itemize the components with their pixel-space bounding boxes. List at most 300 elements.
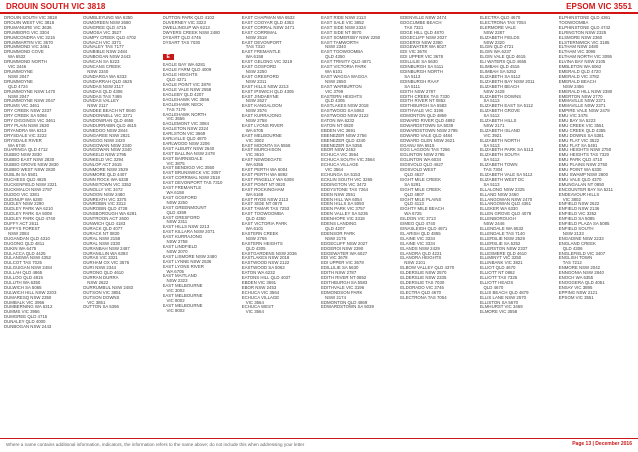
locality-entry: EAST GRESFORD bbox=[162, 214, 200, 220]
locality-entry: EAST MELBOURNE bbox=[162, 283, 203, 289]
locality-entry: EBENEZER SA 5355 bbox=[321, 142, 363, 148]
locality-entry: ECHUCA VILLAGE bbox=[241, 294, 280, 300]
locality-entry: SA 5112 bbox=[483, 157, 500, 163]
locality-entry: EAST ROCKINGHAM bbox=[241, 186, 285, 192]
locality-entry: ELLIOTT NT 0862 bbox=[479, 270, 515, 276]
locality-entry: EAST CORRIMAL bbox=[241, 29, 278, 35]
locality-entry: DUNALEY QLD 4000 bbox=[4, 319, 46, 325]
locality-entry: WA 6740 bbox=[8, 142, 26, 148]
locality-entry: VIC 8002 bbox=[166, 297, 185, 303]
locality-entry: DUNCANS CREEK bbox=[83, 64, 121, 70]
locality-entry: DURRAN DURRA bbox=[83, 275, 119, 281]
locality-entry: DULLAH QLD 4865 bbox=[4, 270, 43, 276]
locality-entry: EAGLETON NSW 2324 bbox=[162, 126, 209, 132]
locality-entry: DUNEDOO NSW 2844 bbox=[83, 127, 128, 133]
locality-entry: EL ARISH QLD 4855 bbox=[400, 230, 441, 236]
locality-entry: EAGLE HEIGHTS bbox=[162, 72, 198, 78]
locality-entry: VIC 8002 bbox=[166, 307, 185, 313]
locality-entry: EAST MELBOURNE bbox=[162, 302, 203, 308]
locality-entry: EAST SIDE NT 0870 bbox=[321, 29, 362, 35]
locality-entry: EBENEZER NSW 2756 bbox=[321, 132, 367, 138]
locality-entry: EAST RYDE NSW 2113 bbox=[241, 196, 289, 202]
locality-entry: VIC 3564 bbox=[245, 299, 264, 305]
locality-entry: EAST SIDE NT 0870 bbox=[241, 201, 283, 207]
locality-entry: ELI WATERS QLD 4655 bbox=[479, 59, 527, 65]
locality-entry: EPPING NSW 2121 bbox=[558, 289, 598, 295]
locality-entry: ENFIELD VIC 3352 bbox=[558, 211, 597, 217]
locality-entry: EDWARDSTOWN SA 5039 bbox=[400, 122, 454, 128]
locality-entry: ELLERSLIE NSW 2529 bbox=[479, 235, 525, 241]
locality-entry: ENOCH WA 6355 bbox=[558, 275, 594, 281]
locality-entry: DRUMBORG VIC 3304 bbox=[4, 29, 50, 35]
locality-entry: DUNKELD NSW 2795 bbox=[83, 152, 127, 158]
locality-entry: QLD 4350 bbox=[245, 216, 266, 222]
locality-entry: ELLIOTT HEADS bbox=[479, 279, 514, 285]
locality-entry: EGLINTON NSW 2795 bbox=[400, 152, 445, 158]
locality-entry: DUDLEY NSW 2290 bbox=[4, 201, 44, 207]
locality-entry: EMU DOWNS SA 5381 bbox=[558, 132, 604, 138]
locality-entry: DULWICH SA 5065 bbox=[4, 284, 42, 290]
locality-entry: EDITH RIVER NT 0852 bbox=[321, 275, 367, 281]
locality-entry: DUNCAN SA 5223 bbox=[83, 59, 120, 65]
locality-entry: ELMHURST VIC 3469 bbox=[479, 304, 523, 310]
locality-entry: WA 6355 bbox=[245, 162, 264, 168]
locality-entry: EDITH CREEK TAS 7330 bbox=[400, 93, 450, 99]
locality-entry: DUNMORE NSW 2529 bbox=[83, 167, 128, 173]
locality-entry: NSW 2084 bbox=[8, 230, 30, 236]
locality-entry: EDGEROI NSW 2390 bbox=[321, 245, 364, 251]
locality-entry: DUTTON SA 5356 bbox=[83, 304, 119, 310]
locality-entry: DUNOLLY VIC 3472 bbox=[83, 186, 123, 192]
locality-entry: ELDORADO VIC 3746 bbox=[400, 284, 444, 290]
locality-entry: EDGEWATER WA 6027 bbox=[400, 44, 447, 50]
locality-entry: ELIZABETH TOWN bbox=[479, 162, 518, 168]
locality-entry: DUNBOGAN NSW 2443 bbox=[83, 54, 131, 60]
locality-entry: VIC 3610 bbox=[245, 152, 264, 158]
locality-entry: EDITH NSW 2787 bbox=[400, 88, 436, 94]
locality-entry: TAS 7212 bbox=[562, 260, 582, 266]
locality-entry: ENFIELD SA 5085 bbox=[558, 216, 595, 222]
locality-entry: DUMBERNING WA 6312 bbox=[4, 304, 53, 310]
locality-entry: QLD 4306 bbox=[562, 245, 583, 251]
locality-entry: NSW 2446 bbox=[483, 221, 505, 227]
locality-entry: EMU FLAT SA 5491 bbox=[558, 142, 598, 148]
locality-entry: EMU CREEK QLD 4355 bbox=[558, 127, 606, 133]
locality-entry: EDGCUMBE BEACH bbox=[400, 19, 442, 25]
locality-entry: ELECTRA QLD 4670 bbox=[400, 289, 442, 295]
locality-entry: DUNROBIN VIC 3312 bbox=[83, 201, 126, 207]
locality-entry: DUMGREEN NSW 2680 bbox=[83, 19, 131, 25]
locality-entry: EAST GOSFORD bbox=[241, 64, 277, 70]
locality-entry: VIC 3556 bbox=[166, 116, 185, 122]
locality-entry: EAST SOMERSBY NSW 2250 bbox=[321, 34, 381, 40]
locality-entry: EAST SALE VIC 3852 bbox=[321, 19, 364, 25]
locality-entry: ELGIN QLD 4721 bbox=[479, 44, 514, 50]
locality-entry: ENFIELD NSW 2622 bbox=[558, 201, 600, 207]
locality-entry: DUNOON NSW 2480 bbox=[83, 191, 125, 197]
locality-entry: ENGLISH TOWN bbox=[558, 255, 593, 261]
locality-entry: EMPIRE VALE NSW 2478 bbox=[558, 108, 610, 114]
locality-entry: DUNDURRABIN QLD 4615 bbox=[83, 122, 137, 128]
locality-entry: EAST POINT NT 0820 bbox=[241, 181, 286, 187]
locality-entry: ELGIN VALE QLD 4615 bbox=[479, 54, 526, 60]
locality-entry: NSW 2650 bbox=[325, 78, 347, 84]
locality-entry: EDMONTON QLD 4869 bbox=[321, 299, 368, 305]
locality-entry: ELLINBANK VIC 3821 bbox=[479, 260, 523, 266]
locality-column bbox=[559, 16, 634, 436]
locality-entry: VIC 3002 bbox=[245, 137, 264, 143]
page-header bbox=[0, 0, 638, 12]
locality-entry: ENOGGERA QLD 4051 bbox=[558, 279, 605, 285]
locality-entry: NSW 2174 bbox=[325, 294, 347, 300]
locality-entry: EAST BENDIGO VIC 3550 bbox=[162, 165, 215, 171]
locality-entry: DUNDEE BEACH NT 0840 bbox=[83, 108, 136, 114]
locality-entry: EBDEN VIC 3691 bbox=[321, 127, 356, 133]
locality-entry: DUNWICH QLD 4183 bbox=[83, 221, 126, 227]
locality-entry: EDDINGTON VIC 3472 bbox=[321, 181, 367, 187]
locality-entry: DUNDOWRAN QLD 4655 bbox=[83, 118, 134, 124]
locality-entry: EMU FLAT VIC 3522 bbox=[558, 137, 600, 143]
locality-entry: ELIZABETH FIELDS bbox=[479, 34, 520, 40]
locality-entry: EASTERN HEIGHTS bbox=[241, 240, 283, 246]
locality-entry: DUGANDAN QLD 4310 bbox=[4, 235, 50, 241]
locality-entry: EPSOM VIC 3551 bbox=[558, 294, 594, 300]
locality-entry: EAST MURCHISON bbox=[241, 147, 282, 153]
locality-entry: WA 6158 bbox=[245, 54, 264, 60]
locality-entry: ENNGONIA NSW 2840 bbox=[558, 270, 604, 276]
locality-entry: EMU POINT WA 6330 bbox=[558, 167, 602, 173]
locality-entry: DUBBO EAST NSW 2830 bbox=[4, 157, 55, 163]
locality-entry: EAST MOONTA SA 5558 bbox=[241, 142, 291, 148]
locality-entry: NSW 2070 bbox=[166, 248, 188, 254]
locality-entry: EAGLEHAWK NECK bbox=[162, 101, 204, 107]
locality-entry: QLD 4724 bbox=[8, 83, 28, 89]
locality-entry: EAGLE BAY WA 6281 bbox=[162, 62, 206, 68]
locality-entry: DRUMMOYNE NSW 2047 bbox=[4, 98, 56, 104]
locality-entry: ELIZABETH HILLS bbox=[479, 118, 517, 124]
locality-entry: EAST PINGELLY WA 6308 bbox=[241, 176, 294, 182]
locality-entry: QLD 4807 bbox=[404, 191, 425, 197]
locality-entry: ECHUCA VIC 3564 bbox=[321, 152, 359, 158]
locality-entry: DUNBOGAN NSW 2443 bbox=[4, 324, 52, 330]
locality-entry: EDEN PARK VIC 3757 bbox=[321, 206, 366, 212]
locality-entry: ELANORA QLD 4221 bbox=[400, 250, 442, 256]
locality-entry: EAST GELONG VIC 3219 bbox=[241, 59, 293, 65]
locality-entry: TAS 7321 bbox=[404, 24, 424, 30]
locality-entry: TAS 7310 bbox=[245, 44, 265, 50]
locality-entry: ENGLEFIELD VIC 3407 bbox=[558, 250, 606, 256]
locality-entry: EAST PERTH WA 6004 bbox=[241, 167, 288, 173]
page-footer bbox=[6, 441, 632, 447]
locality-entry: EDEN VALLEY SA 5235 bbox=[321, 211, 368, 217]
locality-entry: WA 6158 bbox=[166, 190, 184, 195]
locality-entry: ELLISTON SA 5670 bbox=[479, 299, 519, 305]
locality-entry: ELLENDALE TAS 7140 bbox=[479, 230, 525, 236]
locality-entry: DUNBIBLE NSW 2484 bbox=[83, 49, 128, 55]
locality-entry: EGLINTON WA 6034 bbox=[400, 157, 442, 163]
locality-entry: VIC 3921 bbox=[483, 132, 502, 138]
locality-entry: EMU SWAMP NSW 2800 bbox=[558, 172, 608, 177]
locality-entry: ELIZABETH GROVE bbox=[479, 108, 521, 114]
locality-entry: DUMPY CREEK QLD 4702 bbox=[83, 34, 137, 40]
locality-entry: DUDDO VIC 3381 bbox=[4, 191, 40, 197]
locality-entry: ELSMORE NSW 2360 bbox=[558, 34, 603, 40]
locality-entry: VIC 3799 bbox=[325, 88, 344, 94]
locality-entry: QLD 4207 bbox=[325, 225, 345, 231]
locality-entry: ELBOW VALLEY QLD 4370 bbox=[400, 265, 455, 271]
locality-entry: EAST COOYAR QLD 4353 bbox=[241, 19, 294, 25]
locality-entry: DRY CREEK SA 5094 bbox=[4, 113, 47, 119]
locality-entry: EDWARDSTOWN NSW 2795 bbox=[400, 127, 458, 133]
locality-entry: WA 6101 bbox=[325, 68, 343, 74]
locality-entry: DURAL NSW 2330 bbox=[83, 240, 121, 246]
locality-entry: EAST TOOWOOMBA bbox=[241, 211, 284, 217]
locality-entry: EDMONDSON PARK bbox=[321, 289, 363, 295]
locality-entry: EAST MAITLAND bbox=[162, 273, 197, 279]
locality-entry: ELIZABETH SA 5112 bbox=[479, 73, 521, 79]
locality-entry: DUGONG QLD 4811 bbox=[4, 240, 45, 246]
locality-entry: ELLALONG NSW 2325 bbox=[479, 186, 525, 192]
locality-entry: NSW 2101 bbox=[404, 260, 426, 266]
locality-entry: EAST BALLINA NSW 2478 bbox=[162, 150, 215, 156]
locality-entry: EMUNGALAN NT 0850 bbox=[558, 181, 605, 187]
locality-entry: ELLEN GROVE QLD 4078 bbox=[479, 211, 532, 217]
locality-entry: EDI UPPER VIC 3678 bbox=[321, 260, 364, 266]
locality-entry: DUTTON PARK QLD 4102 bbox=[162, 16, 215, 20]
locality-entry: NSW 2311 bbox=[245, 78, 267, 84]
locality-entry: DUMGREE QLD 4715 bbox=[4, 314, 48, 320]
locality-entry: DULCOT TAS 7025 bbox=[4, 260, 42, 266]
locality-entry: DURRUMBUL NSW 2483 bbox=[83, 284, 134, 290]
locality-entry: EAST NEWDEGATE bbox=[241, 157, 282, 163]
locality-entry: NSW 2766 bbox=[245, 235, 267, 241]
locality-entry: ELIZABETH DOWNS bbox=[479, 93, 522, 99]
locality-entry: DUNLOP ACT 2615 bbox=[83, 162, 122, 168]
locality-entry: DUNROBIN QLD 4728 bbox=[83, 206, 128, 212]
locality-entry: EDENVILLE NSW 2474 bbox=[400, 16, 447, 20]
locality-entry: ELLIS BEACH QLD 4879 bbox=[479, 289, 529, 295]
locality-entry: ELAINE VIC 3334 bbox=[400, 240, 436, 246]
locality-entry: EDITH NSW 2787 bbox=[321, 270, 357, 276]
locality-entry: ELIZABETH SOUTH bbox=[479, 152, 520, 158]
section-letter: E bbox=[163, 54, 174, 60]
locality-entry: ELGIN WA 6237 bbox=[479, 49, 512, 55]
locality-entry: DRUMS VIC 3461 bbox=[4, 103, 40, 109]
locality-entry: EDINBURGH SA 5111 bbox=[400, 64, 444, 70]
locality-entry: DUNMORE QLD 4407 bbox=[83, 172, 127, 177]
locality-entry: DUDLEY PARK WA 6210 bbox=[4, 206, 53, 212]
locality-entry: EDITHVALE VIC 3196 bbox=[321, 284, 365, 290]
header-left-title: DROUIN SOUTH VIC 3818 bbox=[6, 1, 106, 11]
locality-entry: VIC 3875 bbox=[166, 160, 185, 166]
locality-entry: DUNGOWAN NSW 2340 bbox=[83, 147, 132, 153]
locality-entry: NSW 2323 bbox=[166, 278, 188, 284]
locality-entry: EIGHT MILE CREEK bbox=[400, 176, 441, 182]
locality-entry: DYSART TAS 7030 bbox=[162, 39, 201, 45]
locality-entry: WA 6532 bbox=[8, 54, 26, 60]
locality-entry: NSW 2456 bbox=[562, 83, 584, 89]
locality-entry: DULUTH WA 6350 bbox=[4, 279, 41, 285]
locality-entry: DUBBO GROVE NSW 2830 bbox=[4, 162, 59, 168]
locality-entry: DUNGREE QLD 4715 bbox=[83, 24, 126, 30]
footer-note: Where a name contains additional information, indicators, the information refers to the name above; do not include this when addressing your letter bbox=[6, 441, 305, 447]
locality-entry: DRUMMOYNE bbox=[4, 68, 33, 74]
page-number: Page 13 | December 2016 bbox=[572, 441, 632, 447]
locality-entry: DROUIN SOUTH VIC 3818 bbox=[4, 16, 57, 20]
locality-entry: EAST IPSWICH QLD 4305 bbox=[241, 88, 294, 94]
locality-entry: QLD 4350 bbox=[325, 54, 345, 60]
locality-entry: ENFIELD SOUTH bbox=[558, 225, 594, 231]
locality-entry: ELLERSTON NSW 2337 bbox=[479, 245, 528, 251]
locality-entry: EAST KURRAJONG bbox=[162, 234, 203, 240]
locality-entry: ELLANGOWAN QLD 4361 bbox=[479, 201, 532, 207]
locality-entry: ELLANGOWAN NSW 2470 bbox=[479, 196, 533, 202]
locality-entry: DUNSBOROUGH WA 6281 bbox=[83, 211, 137, 217]
locality-entry: EAST FREMANTLE bbox=[241, 49, 281, 55]
locality-entry: DUDINUP WA 6280 bbox=[4, 196, 43, 202]
locality-entry: EGANU WA 6515 bbox=[400, 142, 435, 148]
locality-entry: NSW 2047 bbox=[8, 73, 30, 79]
locality-entry: EMU VALE QLD 4370 bbox=[558, 176, 602, 182]
locality-entry: WA 6705 bbox=[245, 127, 264, 133]
locality-entry: DRUMCONDRA VIC 3215 bbox=[4, 34, 55, 40]
locality-entry: EAST RIDE NSW 2113 bbox=[321, 16, 366, 20]
locality-entry: DULACCA QLD 4425 bbox=[4, 250, 46, 256]
locality-entry: EAST JINDABYNE bbox=[241, 93, 279, 99]
locality-entry: ELDERSLIE NSW 2335 bbox=[400, 275, 447, 281]
locality-entry: EILDON VIC 3713 bbox=[400, 216, 436, 222]
locality-entry: EAST GRESFORD bbox=[241, 73, 279, 79]
locality-entry: EDGE HILL QLD 4870 bbox=[400, 29, 444, 35]
locality-column bbox=[400, 16, 475, 436]
locality-entry: ECHUCA WEST bbox=[241, 304, 274, 310]
locality-entry: SA 5113 bbox=[483, 142, 500, 148]
locality-column bbox=[83, 16, 158, 436]
locality-column bbox=[321, 16, 396, 436]
locality-entry: EAST DEVONPORT bbox=[241, 39, 282, 45]
locality-entry: DUBBO WEST NSW 2830 bbox=[4, 167, 56, 173]
locality-entry: ELIZABETH EAST SA 5112 bbox=[479, 103, 533, 109]
locality-entry: EAST VICTORIA PARK bbox=[241, 221, 288, 227]
locality-entry: ELLEKER WA 6330 bbox=[479, 206, 518, 212]
locality-entry: EAST TRINITY QLD 4871 bbox=[321, 59, 372, 65]
locality-entry: DUTSON VIC 3851 bbox=[83, 289, 121, 295]
locality-entry: NSW 2576 bbox=[245, 108, 267, 114]
locality-entry: SA 5113 bbox=[404, 73, 421, 79]
locality-entry: DRUMMOND NORTH bbox=[4, 59, 47, 65]
locality-entry: DUNREATH VIC 3375 bbox=[83, 196, 127, 202]
locality-entry: DURANILLIN WA 6393 bbox=[83, 250, 128, 256]
locality-entry: EATON WA 6232 bbox=[241, 270, 275, 276]
locality-entry: ELIZABETH VALE SA 5112 bbox=[479, 172, 533, 177]
locality-entry: QLD 4359 bbox=[166, 209, 187, 215]
locality-entry: QLD 4305 bbox=[325, 98, 345, 104]
header-right-title: EPSOM VIC 3551 bbox=[566, 1, 632, 11]
locality-entry: EASTGARDENS NSW 2036 bbox=[241, 250, 297, 256]
locality-entry: EBOR NSW 2453 bbox=[241, 284, 277, 290]
locality-entry: ELAINE VIC 3334 bbox=[400, 235, 436, 241]
locality-entry: DUKIN WA 6475 bbox=[4, 245, 37, 251]
locality-entry: DWELLINGUP WA 6213 bbox=[162, 24, 210, 30]
locality-entry: NSW 2311 bbox=[166, 219, 188, 225]
locality-entry: EDI VIC 3678 bbox=[321, 255, 348, 261]
locality-entry: DUCKMALOI NSW 2787 bbox=[4, 186, 53, 192]
locality-entry: DUNDARGA WA 6333 bbox=[83, 73, 127, 79]
locality-entry: EBDEN VIC 3691 bbox=[241, 279, 277, 285]
locality-entry: DRUMMOYNE NSW 1470 bbox=[4, 88, 56, 94]
locality-entry: DRYSDALE VIC 3222 bbox=[4, 132, 47, 138]
locality-entry: ELIZABETH WEST DC bbox=[479, 176, 525, 182]
locality-entry: EAGLEMONT VIC 3084 bbox=[162, 121, 210, 127]
locality-entry: DRY DIGGINGS VIC 3461 bbox=[4, 118, 56, 124]
locality-entry: EDGECLIFF NSW 2027 bbox=[400, 34, 447, 40]
locality-entry: DUFFY ACT 2611 bbox=[4, 221, 39, 227]
locality-entry: ELIMBAH SA 5252 bbox=[479, 68, 517, 74]
locality-entry: ELSTERNWICK VIC 3185 bbox=[558, 39, 610, 45]
locality-entry: EAST ALBURY NSW 2640 bbox=[162, 145, 215, 151]
locality-entry: NSW 2758 bbox=[245, 118, 267, 124]
locality-entry: QLD 4305 bbox=[245, 245, 266, 251]
locality-entry: DUNALEY TAS 7177 bbox=[83, 44, 124, 50]
locality-entry: ENCOUNTER BAY SA 5211 bbox=[558, 186, 614, 192]
locality-entry: ELVINA BAY NSW 2105 bbox=[558, 59, 606, 65]
locality-entry: DUBLIN SA 5501 bbox=[4, 172, 38, 177]
locality-entry: QLD 4627 bbox=[404, 172, 425, 177]
locality-entry: VIC 3851 bbox=[87, 299, 106, 305]
locality-entry: ELTHAM VIC 3095 bbox=[558, 49, 596, 55]
locality-entry: NSW 2250 bbox=[245, 68, 267, 74]
locality-entry: DULLOO QLD 4815 bbox=[4, 275, 43, 281]
locality-entry: EINASLEIGH QLD 4871 bbox=[400, 225, 448, 231]
locality-entry: DURACK NT 0830 bbox=[83, 230, 120, 236]
locality-entry: DRY PLAIN NSW 2630 bbox=[4, 122, 49, 128]
locality-entry: EMERALD VIC 3782 bbox=[558, 73, 600, 79]
locality-entry: EATONS HILL QLD 4037 bbox=[241, 275, 291, 281]
locality-entry: ELLENBOROUGH bbox=[479, 216, 516, 222]
locality-entry: EAST TAMAR TAS 7253 bbox=[241, 206, 290, 212]
locality-entry: DUARINGA QLD 4712 bbox=[4, 147, 48, 153]
locality-entry: NSW 2287 bbox=[483, 29, 505, 35]
locality-entry: TOOWOOMBA bbox=[558, 19, 589, 25]
locality-entry: NSW 2340 bbox=[325, 44, 347, 50]
locality-entry: DUNGOWAN NSW 2340 bbox=[83, 142, 132, 148]
locality-entry: DUTSON DOWNS bbox=[83, 294, 120, 300]
locality-entry: EASTWOOD NSW 2122 bbox=[321, 113, 369, 119]
locality-entry: VIC 3564 bbox=[325, 167, 344, 173]
locality-entry: EAST LYONS RIVER bbox=[241, 122, 284, 128]
locality-entry: EMU PLAINS NSW 2750 bbox=[558, 162, 608, 168]
locality-entry: EDENHOPE VIC 3318 bbox=[321, 216, 365, 222]
locality-entry: EAGLEHAWK VIC 3556 bbox=[162, 96, 210, 102]
locality-entry: ELERMORE VALE bbox=[479, 24, 516, 30]
locality-entry: DUMARESQ NSW 2350 bbox=[4, 294, 52, 300]
locality-entry: ELLIOTT TAS 7325 bbox=[479, 275, 518, 281]
locality-entry: ELDERSLIE NSW 2570 bbox=[400, 270, 447, 276]
locality-entry: EAST CORRAL NSW 2471 bbox=[241, 24, 295, 30]
locality-entry: EASTLAKES NSW 2018 bbox=[321, 103, 369, 109]
locality-entry: DRY CREEK NSW 2337 bbox=[4, 108, 52, 114]
locality-entry: ELANORA HEIGHTS bbox=[400, 255, 442, 261]
locality-columns bbox=[4, 16, 634, 436]
locality-entry: DUDLEY PARK SA 5008 bbox=[4, 211, 52, 217]
locality-entry: DYSART QLD 4745 bbox=[162, 34, 201, 40]
locality-entry: EDGECLIFF NSW 2027 bbox=[321, 240, 368, 246]
locality-entry: EAST CORRIMAL NSW 2518 bbox=[162, 175, 220, 181]
locality-entry: ECKLIN SOUTH VIC 3265 bbox=[321, 176, 373, 182]
locality-entry: ELIZABETH ISLAND bbox=[479, 127, 521, 133]
locality-entry: NSW 2047 bbox=[8, 93, 30, 99]
locality-entry: EAST KILLARA NSW 2071 bbox=[162, 229, 215, 235]
